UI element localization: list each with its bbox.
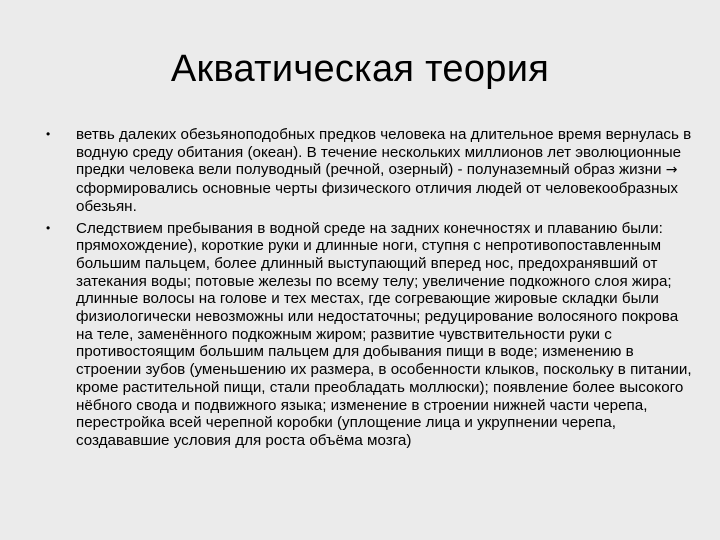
bullet-marker: • (46, 127, 51, 141)
slide-title: Акватическая теория (170, 48, 550, 90)
bullet-item-2 (46, 220, 696, 450)
bullet-text-before-arrow: ветвь далеких обезьяноподобных предков человека на длительное время вернулась в водную среду обитания (океан). В течение нескольких миллионов лет эволюционные предки человека вели полуводный (речной, озерный) - полуназемный образ жизни (76, 126, 692, 179)
arrow-right-icon: → (665, 162, 678, 179)
bullet-item-1 (46, 126, 696, 216)
bullet-marker: • (46, 220, 51, 235)
bullet-list (46, 126, 696, 454)
bullet-text: Следствием пребывания в водной среде на задних конечностях и плаванию были: прямохождение), короткие руки и длинные ноги, ступня с непротивопоставленным большим пальцем, более длинный выступающий вперед нос, предохранявший от затекания воды; потовые железы по всему телу; увеличение подкожного слоя жира; длинные волосы на голове и тех местах, где согревающие жировые складки были физиологически невозможны или недостаточны; редуцирование волосяного покрова на теле, заменённого подкожным жиром; развитие чувствительности руки с противостоящим большим пальцем для добывания пищи в воде; изменению в строении зубов (уменьшению их размера, в особенности клыков, поскольку в питании, кроме растительной пищи, стали преобладать моллюски); появление более высокого нёбного свода и подвижного языка; изменение в строении нижней части черепа, перестройка всей черепной коробки (уплощение лица и укрупнении черепа, создававшие условия для роста объёма мозга) (76, 219, 692, 449)
bullet-text-after-arrow: сформировались основные черты физического отличия людей от человекообразных обезьян. (76, 180, 679, 215)
